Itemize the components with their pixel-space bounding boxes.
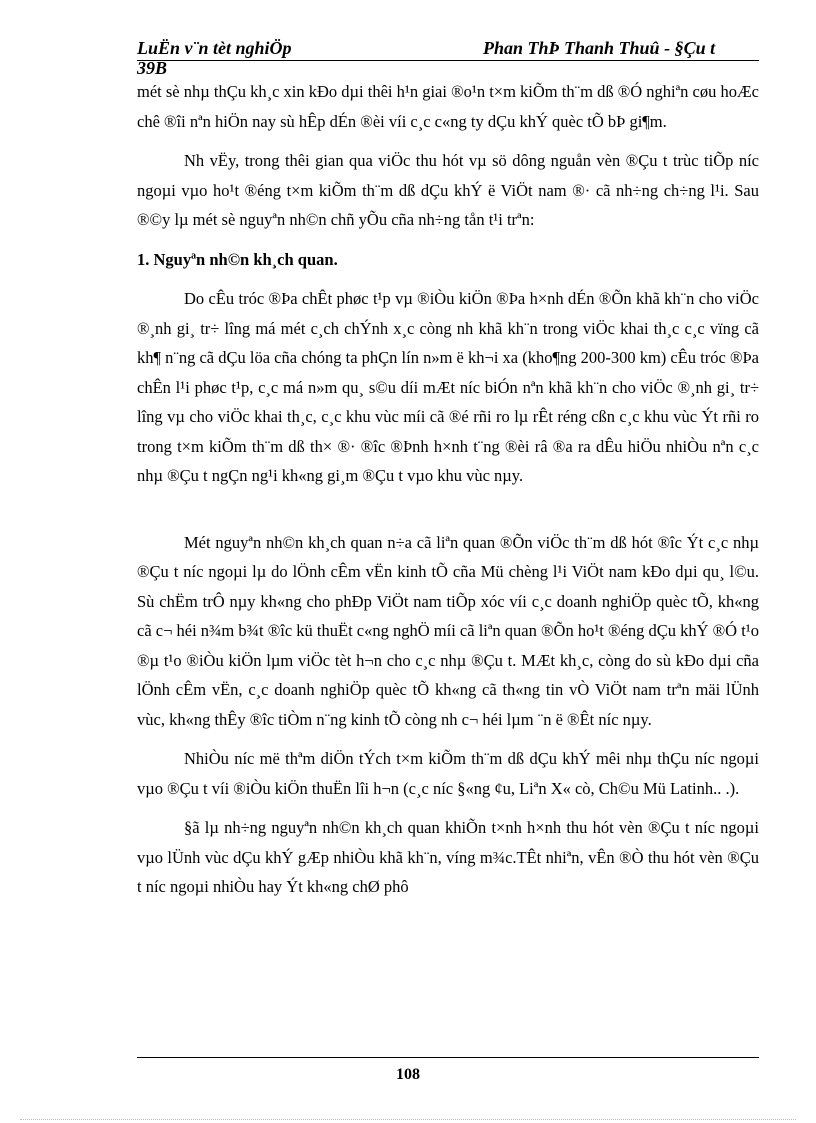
footer-divider — [137, 1057, 759, 1058]
paragraph-spacer — [137, 501, 759, 528]
header-divider — [137, 60, 759, 61]
paragraph-5: NhiÒu níc më thªm diÖn tÝch t×m kiÕm th¨m dß dÇu khÝ mêi nhµ thÇu níc ngoµi vµo ®Çu t víi ®iÒu kiÖn thuËn lîi h¬n (c¸c níc §«ng ¢u, Liªn X« cò, Ch©u Mü Latinh.. .). — [137, 749, 759, 798]
paragraph-3: Do cÊu tróc ®Þa chÊt phøc t¹p vµ ®iÒu kiÖn ®Þa h×nh dÉn ®Õn khã kh¨n cho viÖc ®¸nh gi¸ tr÷ lîng má mét c¸ch chÝnh x¸c còng nh khã kh¨n trong viÖc khai th¸c c¸c vïng cã kh¶ n¨ng cã dÇu löa cña chóng ta phÇn lín n»m ë kh¬i xa (kho¶ng 200-300 km) cÊu tróc ®Þa chÊn l¹i phøc t¹p, c¸c má n»m qu¸ s©u díi mÆt níc biÓn nªn khã kh¨n cho viÖc ®¸nh gi¸ tr÷ lîng vµ cho viÖc khai th¸c, c¸c khu vùc míi cã ®é rñi ro lµ rÊt réng cßn c¸c khu vùc Ýt rñi ro trong t×m kiÕm th¨m dß th× ®· ®îc ®Þnh h×nh t¨ng ®èi râ ®a ra dÊu hiÖu nhiÒu nªn c¸c nhµ ®Çu t ngÇn ng¹i kh«ng gi¸m ®Çu t vµo khu vùc nµy. — [137, 289, 759, 485]
thesis-title-label: LuËn v¨n tèt nghiÖp — [137, 38, 292, 58]
page-number: 108 — [396, 1066, 420, 1083]
document-body — [137, 77, 759, 912]
class-code-label: 39B — [137, 58, 168, 78]
section-heading: 1. Nguyªn nh©n kh¸ch quan. — [137, 249, 338, 269]
document-header-left — [137, 38, 292, 78]
paragraph-6: §ã lµ nh÷ng nguyªn nh©n kh¸ch quan khiÕn t×nh h×nh thu hót vèn ®Çu t níc ngoµi vµo lÜnh vùc dÇu khÝ gÆp nhiÒu khã kh¨n, víng m¾c.TÊt nhiªn, vÊn ®Ò thu hót vèn ®Çu t níc ngoµi nhiÒu hay Ýt kh«ng chØ phô — [137, 818, 759, 896]
page-bottom-border — [20, 1119, 796, 1120]
paragraph-4: Mét nguyªn nh©n kh¸ch quan n÷a cã liªn quan ®Õn viÖc th¨m dß hót ®îc Ýt c¸c nhµ ®Çu t níc ngoµi lµ do lÖnh cÊm vËn kinh tÕ cña Mü chèng l¹i ViÖt nam kÐo dµi qu¸ l©u. Sù chËm trÔ nµy kh«ng cho phÐp ViÖt nam tiÕp xóc víi c¸c doanh nghiÖp quèc tÕ, kh«ng cã c¬ héi n¾m b¾t ®îc kü thuËt c«ng nghÖ míi cã liªn quan ®Õn ho¹t ®éng dÇu khÝ ®Ó t¹o ®µ t¹o ®iÒu kiÖn lµm viÖc tèt h¬n cho c¸c nhµ ®Çu t. MÆt kh¸c, còng do sù kÐo dµi cña lÖnh cÊm vËn, c¸c doanh nghiÖp quèc tÕ kh«ng cã th«ng tin vÒ ViÖt nam trªn mäi lÜnh vùc, kh«ng thÊy ®îc tiÒm n¨ng kinh tÕ còng nh c¬ héi lµm ¨n ë ®Êt níc nµy. — [137, 532, 759, 729]
paragraph-1: mét sè nhµ thÇu kh¸c xin kÐo dµi thêi h¹n giai ®o¹n t×m kiÕm th¨m dß ®Ó nghiªn cøu hoÆc chê ®îi nªn hiÖn nay sù hÊp dÉn ®èi víi c¸c c«ng ty dÇu khÝ quèc tÕ bÞ gi¶m. — [137, 82, 759, 131]
author-label: Phan ThÞ Thanh Thuû - §Çu t — [483, 38, 716, 58]
paragraph-2: Nh vËy, trong thêi gian qua viÖc thu hót vµ sö dông nguån vèn ®Çu t trùc tiÕp níc ngoµi vµo ho¹t ®éng t×m kiÕm th¨m dß dÇu khÝ ë ViÖt nam ®· cã nh÷ng ch÷ng l¹i. Sau ®©y lµ mét sè nguyªn nh©n chñ yÕu cña nh÷ng tån t¹i trªn: — [137, 151, 759, 229]
